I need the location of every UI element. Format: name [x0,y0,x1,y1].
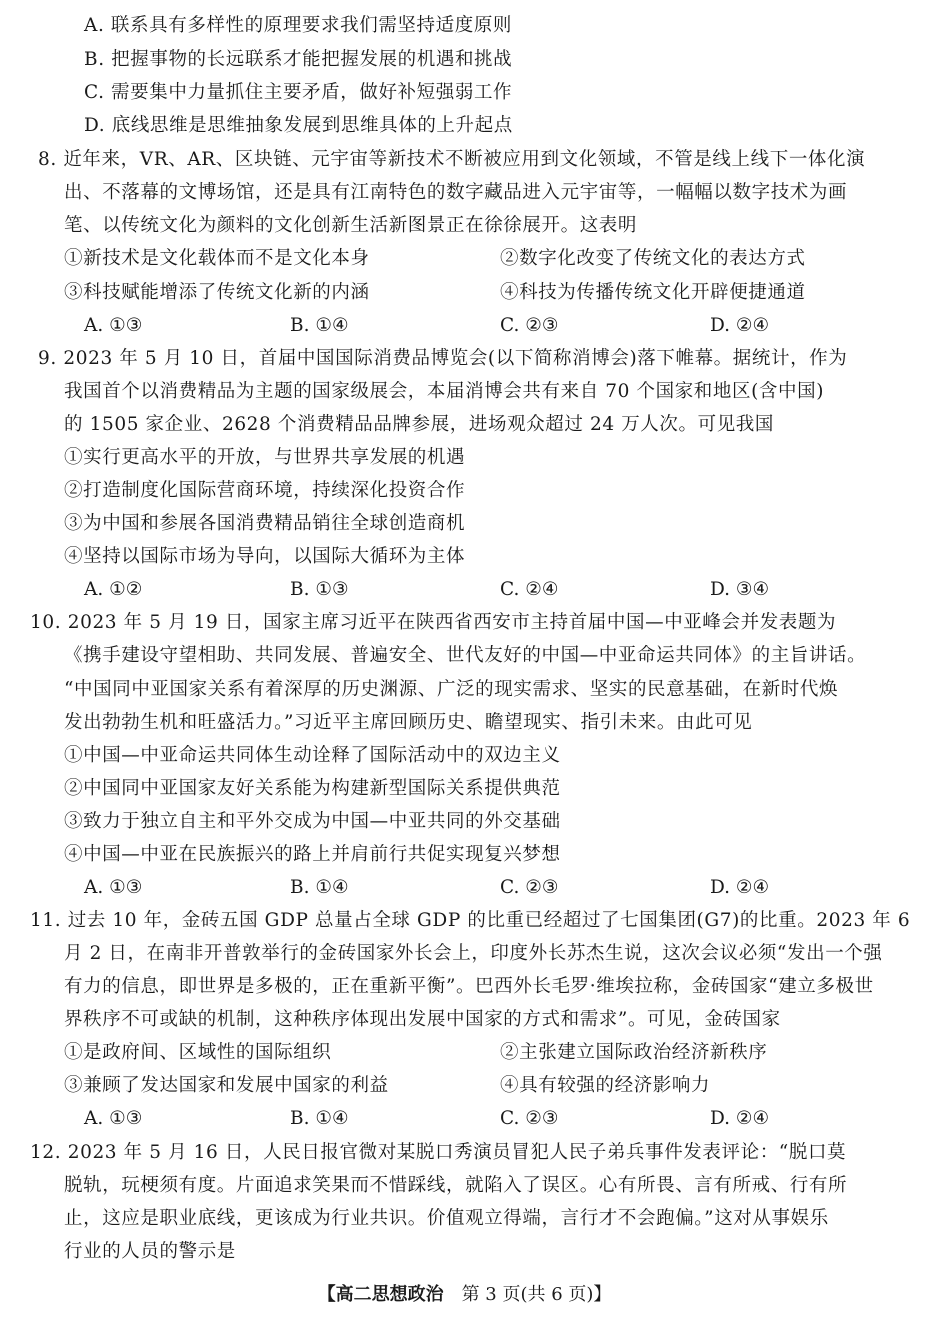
q9-choice-d: D. ③④ [710,579,770,600]
q10-choice-d: D. ②④ [710,877,770,898]
q10-item-1: ①中国—中亚命运共同体生动诠释了国际活动中的双边主义 [64,745,561,766]
q8-choice-d: D. ②④ [710,315,770,336]
q8-choice-c: C. ②③ [500,315,559,336]
q12-stem-line: 行业的人员的警示是 [64,1241,236,1262]
q8-item-1: ①新技术是文化载体而不是文化本身 [64,248,370,269]
q8-item-4: ④科技为传播传统文化开辟便捷通道 [500,282,806,303]
q8-item-3: ③科技赋能增添了传统文化新的内涵 [64,282,370,303]
q8-stem-line: 8. 近年来，VR、AR、区块链、元宇宙等新技术不断被应用到文化领域，不管是线上线下一体化演 [38,149,866,170]
q12-stem-line: 12. 2023 年 5 月 16 日，人民日报官微对某脱口秀演员冒犯人民子弟兵事件发表评论：“脱口莫 [30,1142,847,1163]
q9-item-2: ②打造制度化国际营商环境，持续深化投资合作 [64,480,466,501]
q9-item-3: ③为中国和参展各国消费精品销往全球创造商机 [64,513,466,534]
q8-choice-b: B. ①④ [290,315,349,336]
footer-subject: 【高二思想政治 [317,1284,444,1305]
q11-item-3: ③兼顾了发达国家和发展中国家的利益 [64,1075,389,1096]
q10-choice-b: B. ①④ [290,877,349,898]
q12-stem-line: 止，这应是职业底线，更该成为行业共识。价值观立得端，言行才不会跑偏。”这对从事娱乐 [64,1208,829,1229]
q9-item-4: ④坚持以国际市场为导向，以国际大循环为主体 [64,546,466,567]
q11-stem-line: 月 2 日，在南非开普敦举行的金砖国家外长会上，印度外长苏杰生说，这次会议必须“发出一个强 [64,943,883,964]
q11-choice-d: D. ②④ [710,1108,770,1129]
q8-stem-line: 出、不落幕的文博场馆，还是具有江南特色的数字藏品进入元宇宙等，一幅幅以数字技术为画 [64,182,848,203]
footer-page-number: 第 3 页(共 6 页)】 [461,1284,612,1305]
q7-option-d: D. 底线思维是思维抽象发展到思维具体的上升起点 [84,115,513,136]
q10-choice-c: C. ②③ [500,877,559,898]
q12-stem-line: 脱轨，玩梗须有度。片面追求笑果而不惜踩线，就陷入了误区。心有所畏、言有所戒、行有所 [64,1175,848,1196]
q10-stem-line: 10. 2023 年 5 月 19 日，国家主席习近平在陕西省西安市主持首届中国—中亚峰会并发表题为 [30,612,837,633]
q11-stem-line: 有力的信息，即世界是多极的，正在重新平衡”。巴西外长毛罗·维埃拉称，金砖国家“建立多极世 [64,976,874,997]
q9-choice-b: B. ①③ [290,579,349,600]
q9-choice-c: C. ②④ [500,579,559,600]
q8-item-2: ②数字化改变了传统文化的表达方式 [500,248,806,269]
q11-item-4: ④具有较强的经济影响力 [500,1075,711,1096]
q11-choice-b: B. ①④ [290,1108,349,1129]
q9-stem-line: 的 1505 家企业、2628 个消费精品品牌参展，进场观众超过 24 万人次。可见我国 [64,414,775,435]
q9-choice-a: A. ①② [84,579,143,600]
q9-stem-line: 9. 2023 年 5 月 10 日，首届中国国际消费品博览会(以下简称消博会)落下帷幕。据统计，作为 [38,348,848,369]
q9-item-1: ①实行更高水平的开放，与世界共享发展的机遇 [64,447,466,468]
q8-stem-line: 笔、以传统文化为颜料的文化创新生活新图景正在徐徐展开。这表明 [64,215,638,236]
page-footer [0,1283,929,1307]
q7-option-a: A. 联系具有多样性的原理要求我们需坚持适度原则 [84,15,513,36]
q10-choice-a: A. ①③ [84,877,143,898]
q9-stem-line: 我国首个以消费精品为主题的国家级展会，本届消博会共有来自 70 个国家和地区(含中国) [64,381,825,402]
q11-item-1: ①是政府间、区域性的国际组织 [64,1042,332,1063]
q11-stem-line: 界秩序不可或缺的机制，这种秩序体现出发展中国家的方式和需求”。可见，金砖国家 [64,1009,781,1030]
q10-stem-line: 《携手建设守望相助、共同发展、普遍安全、世代友好的中国—中亚命运共同体》的主旨讲话。 [64,645,867,666]
q10-item-2: ②中国同中亚国家友好关系能为构建新型国际关系提供典范 [64,778,561,799]
q7-option-c: C. 需要集中力量抓住主要矛盾，做好补短强弱工作 [84,82,513,103]
q8-choice-a: A. ①③ [84,315,143,336]
q11-item-2: ②主张建立国际政治经济新秩序 [500,1042,768,1063]
q7-option-b: B. 把握事物的长远联系才能把握发展的机遇和挑战 [84,49,513,70]
q10-stem-line: 发出勃勃生机和旺盛活力。”习近平主席回顾历史、瞻望现实、指引未来。由此可见 [64,712,753,733]
q10-item-3: ③致力于独立自主和平外交成为中国—中亚共同的外交基础 [64,811,561,832]
q10-stem-line: “中国同中亚国家关系有着深厚的历史渊源、广泛的现实需求、坚实的民意基础，在新时代焕 [64,679,839,700]
q11-stem-line: 11. 过去 10 年，金砖五国 GDP 总量占全球 GDP 的比重已经超过了七国集团(G7)的比重。2023 年 6 [30,910,911,931]
q11-choice-c: C. ②③ [500,1108,559,1129]
q10-item-4: ④中国—中亚在民族振兴的路上并肩前行共促实现复兴梦想 [64,844,561,865]
q11-choice-a: A. ①③ [84,1108,143,1129]
